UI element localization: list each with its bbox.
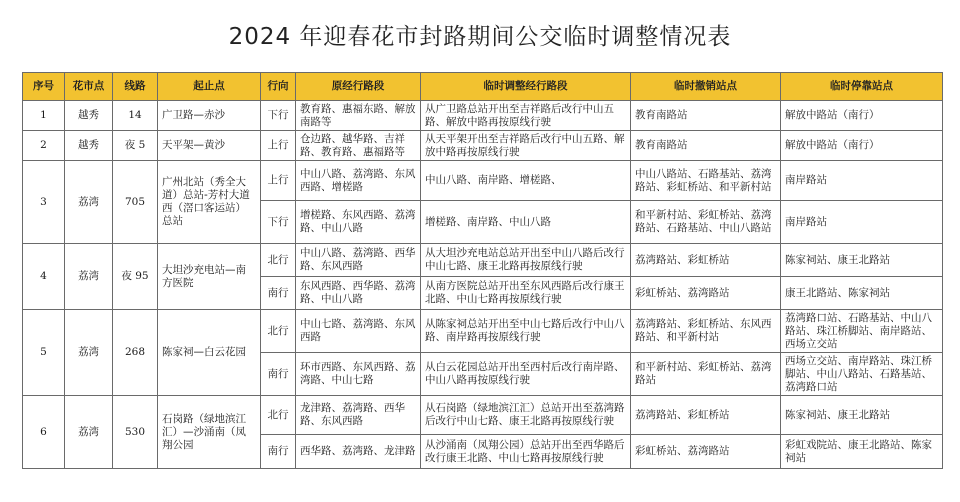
- header-cancelled-stops: 临时撤销站点: [631, 73, 781, 101]
- row-area: 荔湾: [65, 244, 113, 310]
- row-no: 1: [23, 101, 65, 131]
- row-direction: 南行: [261, 277, 296, 310]
- row-area: 越秀: [65, 131, 113, 161]
- row-temp-route: 从陈家祠总站开出至中山七路后改行中山八路、南岸路再按原线行驶: [421, 310, 631, 353]
- row-direction: 北行: [261, 310, 296, 353]
- row-cancelled-stops: 荔湾路站、彩虹桥站: [631, 244, 781, 277]
- row-temp-route: 增槎路、南岸路、中山八路: [421, 201, 631, 244]
- row-direction: 上行: [261, 161, 296, 201]
- header-line: 线路: [113, 73, 158, 101]
- row-temp-stops: 南岸路站: [781, 201, 943, 244]
- row-original-route: 仓边路、越华路、吉祥路、教育路、惠福路等: [296, 131, 421, 161]
- row-terminals: 广卫路—赤沙: [158, 101, 261, 131]
- row-original-route: 中山七路、荔湾路、东风西路: [296, 310, 421, 353]
- header-area: 花市点: [65, 73, 113, 101]
- row-area: 荔湾: [65, 161, 113, 244]
- header-temp-route: 临时调整经行路段: [421, 73, 631, 101]
- row-cancelled-stops: 彩虹桥站、荔湾路站: [631, 277, 781, 310]
- row-temp-route: 从沙涌南（凤翔公园）总站开出至西华路后改行康王北路、中山七路再按原线行驶: [421, 435, 631, 469]
- row-temp-route: 中山八路、南岸路、增槎路、: [421, 161, 631, 201]
- row-temp-stops: 荔湾路口站、石路基站、中山八路站、珠江桥脚站、南岸路站、西场立交站: [781, 310, 943, 353]
- row-cancelled-stops: 荔湾路站、彩虹桥站: [631, 396, 781, 435]
- row-direction: 北行: [261, 244, 296, 277]
- header-row: [23, 73, 943, 101]
- bus-adjustment-table: [22, 72, 943, 469]
- row-temp-stops: 南岸路站: [781, 161, 943, 201]
- row-temp-stops: 解放中路站（南行）: [781, 131, 943, 161]
- row-area: 荔湾: [65, 310, 113, 396]
- row-original-route: 中山八路、荔湾路、西华路、东风西路: [296, 244, 421, 277]
- row-temp-route: 从南方医院总站开出至东风西路后改行康王北路、中山七路再按原线行驶: [421, 277, 631, 310]
- row-direction: 北行: [261, 396, 296, 435]
- row-temp-stops: 陈家祠站、康王北路站: [781, 244, 943, 277]
- row-original-route: 教育路、惠福东路、解放南路等: [296, 101, 421, 131]
- row-temp-route: 从大坦沙充电站总站开出至中山八路后改行中山七路、康王北路再按原线行驶: [421, 244, 631, 277]
- row-cancelled-stops: 教育南路站: [631, 101, 781, 131]
- row-area: 荔湾: [65, 396, 113, 469]
- table-row: [23, 244, 943, 277]
- header-original-route: 原经行路段: [296, 73, 421, 101]
- row-terminals: 广州北站（秀全大道）总站-芳村大道西（滘口客运站）总站: [158, 161, 261, 244]
- header-terminals: 起止点: [158, 73, 261, 101]
- row-no: 2: [23, 131, 65, 161]
- table-row: [23, 161, 943, 201]
- header-temp-stops: 临时停靠站点: [781, 73, 943, 101]
- row-area: 越秀: [65, 101, 113, 131]
- table-row: [23, 131, 943, 161]
- header-no: 序号: [23, 73, 65, 101]
- row-cancelled-stops: 和平新村站、彩虹桥站、荔湾路站: [631, 353, 781, 396]
- row-temp-stops: 康王北路站、陈家祠站: [781, 277, 943, 310]
- row-line: 268: [113, 310, 158, 396]
- row-cancelled-stops: 中山八路站、石路基站、荔湾路站、彩虹桥站、和平新村站: [631, 161, 781, 201]
- row-temp-stops: 彩虹戏院站、康王北路站、陈家祠站: [781, 435, 943, 469]
- row-direction: 南行: [261, 435, 296, 469]
- row-cancelled-stops: 荔湾路站、彩虹桥站、东风西路站、和平新村站: [631, 310, 781, 353]
- row-no: 3: [23, 161, 65, 244]
- table-row: [23, 101, 943, 131]
- table-row: [23, 396, 943, 435]
- row-terminals: 大坦沙充电站—南方医院: [158, 244, 261, 310]
- row-terminals: 陈家祠—白云花园: [158, 310, 261, 396]
- row-temp-stops: 陈家祠站、康王北路站: [781, 396, 943, 435]
- row-direction: 南行: [261, 353, 296, 396]
- row-no: 6: [23, 396, 65, 469]
- row-temp-route: 从白云花园总站开出至西村后改行南岸路、中山八路再按原线行驶: [421, 353, 631, 396]
- row-cancelled-stops: 教育南路站: [631, 131, 781, 161]
- table-row: [23, 310, 943, 353]
- row-no: 4: [23, 244, 65, 310]
- row-line: 530: [113, 396, 158, 469]
- row-cancelled-stops: 彩虹桥站、荔湾路站: [631, 435, 781, 469]
- row-temp-route: 从石岗路（绿地滨江汇）总站开出至荔湾路后改行中山七路、康王北路再按原线行驶: [421, 396, 631, 435]
- row-original-route: 西华路、荔湾路、龙津路: [296, 435, 421, 469]
- row-terminals: 天平架—黄沙: [158, 131, 261, 161]
- row-temp-stops: 西场立交站、南岸路站、珠江桥脚站、中山八路站、石路基站、荔湾路口站: [781, 353, 943, 396]
- page-title: 2024 年迎春花市封路期间公交临时调整情况表: [228, 24, 732, 50]
- row-cancelled-stops: 和平新村站、彩虹桥站、荔湾路站、石路基站、中山八路站: [631, 201, 781, 244]
- row-line: 705: [113, 161, 158, 244]
- row-direction: 下行: [261, 101, 296, 131]
- header-direction: 行向: [261, 73, 296, 101]
- row-temp-route: 从广卫路总站开出至吉祥路后改行中山五路、解放中路再按原线行驶: [421, 101, 631, 131]
- row-original-route: 东风西路、西华路、荔湾路、中山八路: [296, 277, 421, 310]
- row-original-route: 增槎路、东风西路、荔湾路、中山八路: [296, 201, 421, 244]
- row-direction: 下行: [261, 201, 296, 244]
- row-temp-stops: 解放中路站（南行）: [781, 101, 943, 131]
- row-original-route: 中山八路、荔湾路、东风西路、增槎路: [296, 161, 421, 201]
- row-line: 夜 5: [113, 131, 158, 161]
- row-direction: 上行: [261, 131, 296, 161]
- row-original-route: 环市西路、东风西路、荔湾路、中山七路: [296, 353, 421, 396]
- row-original-route: 龙津路、荔湾路、西华路、东风西路: [296, 396, 421, 435]
- row-line: 14: [113, 101, 158, 131]
- row-terminals: 石岗路（绿地滨江汇）—沙涌南（凤翔公园: [158, 396, 261, 469]
- row-temp-route: 从天平架开出至吉祥路后改行中山五路、解放中路再按原线行驶: [421, 131, 631, 161]
- row-no: 5: [23, 310, 65, 396]
- row-line: 夜 95: [113, 244, 158, 310]
